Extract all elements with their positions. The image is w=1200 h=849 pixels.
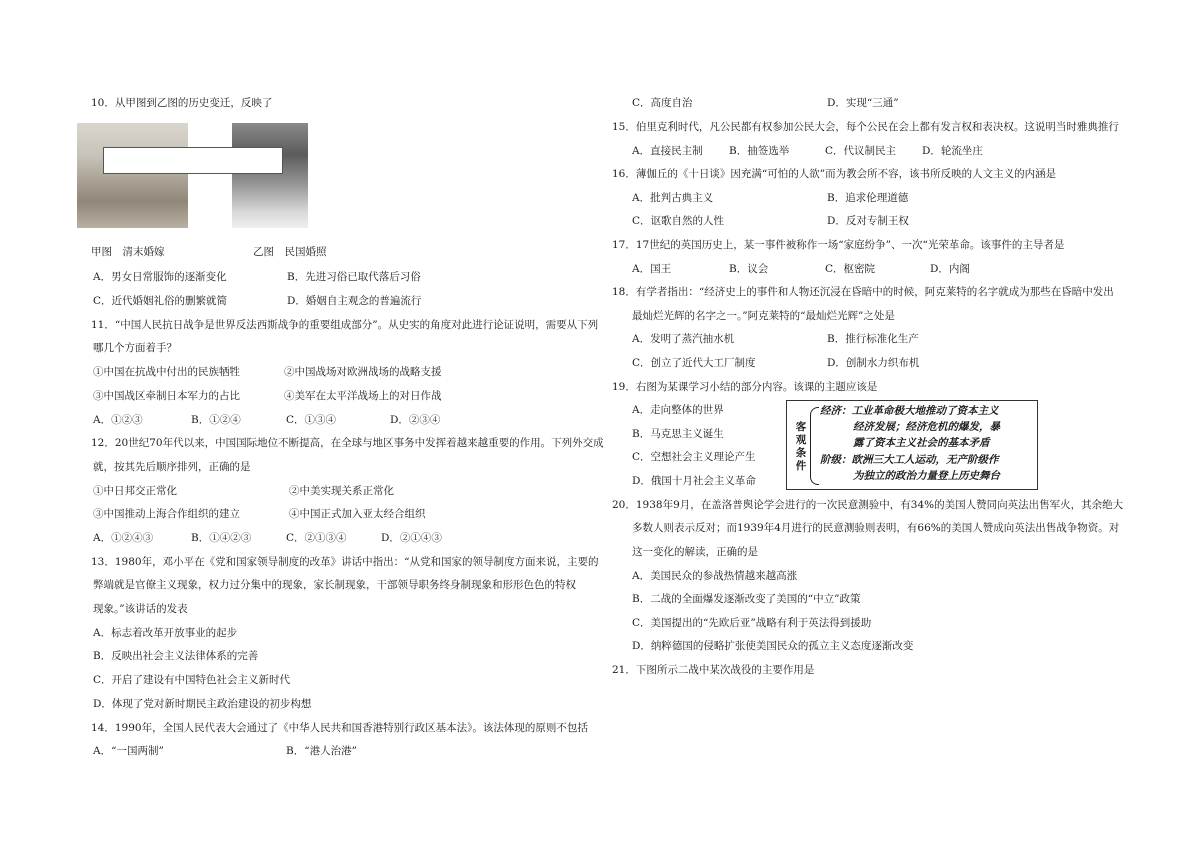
q13-option-a: A．标志着改革开放事业的起步	[93, 627, 238, 639]
q15-stem: 15．伯里克利时代，凡公民都有权参加公民大会，每个公民在会上都有发言权和表决权。这说明当时雅典推行	[612, 121, 1119, 133]
q11-stem-1: 11．“中国人民抗日战争是世界反法西斯战争的重要组成部分”。从史实的角度对此进行论证说明，需要从下列	[91, 319, 599, 331]
q13-stem-2: 弊端就是官僚主义现象，权力过分集中的现象，家长制现象，干部领导职务终身制现象和形形色色的特权	[93, 579, 576, 591]
q11-item-1: ①中国在抗战中付出的民族牺牲	[93, 366, 240, 378]
q10-caption-right: 乙图 民国婚照	[253, 246, 327, 258]
q20-option-a: A．美国民众的参战热情越来越高涨	[632, 570, 798, 582]
figure-line-3: 露了资本主义社会的基本矛盾	[853, 437, 990, 449]
q15-option-c: C．代议制民主	[825, 145, 897, 157]
q14-option-a: A．“一国两制”	[93, 745, 164, 757]
q20-option-c: C．美国提出的“先欧后亚”战略有利于英法得到援助	[632, 617, 872, 629]
q14-option-d: D．实现“三通”	[827, 97, 899, 109]
figure-line-2: 经济发展；经济危机的爆发，暴	[853, 421, 1000, 433]
q14-option-b: B．“港人治港”	[286, 745, 357, 757]
q12-item-3: ③中国推动上海合作组织的建立	[93, 508, 240, 520]
q19-stem: 19．右图为某课学习小结的部分内容。该课的主题应该是	[612, 381, 878, 393]
photo-qing-wedding	[77, 123, 188, 228]
q14-option-c: C．高度自治	[632, 97, 693, 109]
q13-stem-3: 现象。”该讲话的发表	[93, 603, 188, 615]
q19-option-b: B．马克思主义诞生	[632, 428, 724, 440]
q10-option-a: A．男女日常服饰的逐渐变化	[93, 271, 227, 283]
q13-option-d: D．体现了党对新时期民主政治建设的初步构想	[93, 698, 312, 710]
q10-stem: 10．从甲图到乙图的历史变迁，反映了	[91, 97, 273, 109]
q14-stem: 14．1990年，全国人民代表大会通过了《中华人民共和国香港特别行政区基本法》。该法体现的原则不包括	[91, 722, 588, 734]
q10-option-b: B．先进习俗已取代落后习俗	[287, 271, 421, 283]
q16-option-d: D．反对专制王权	[827, 215, 909, 227]
q11-stem-2: 哪几个方面着手？	[93, 342, 177, 354]
q16-option-a: A．批判古典主义	[632, 192, 714, 204]
q10-option-c: C．近代婚姻礼俗的删繁就简	[93, 295, 228, 307]
q16-option-b: B．追求伦理道德	[827, 192, 909, 204]
q17-stem: 17．17世纪的英国历史上，某一事件被称作一场“家庭纷争”、一次“光荣革命。该事件的主导者是	[612, 239, 1065, 251]
figure-line-5: 为独立的政治力量登上历史舞台	[853, 470, 1000, 482]
figure-line-4: 阶级：欧洲三大工人运动，无产阶级作	[820, 454, 999, 466]
q18-option-a: A．发明了蒸汽抽水机	[632, 333, 735, 345]
q19-option-d: D．俄国十月社会主义革命	[632, 475, 756, 487]
q11-option-b: B．①②④	[191, 414, 241, 426]
q20-option-d: D．纳粹德国的侵略扩张使美国民众的孤立主义态度逐渐改变	[632, 640, 914, 652]
q12-option-d: D．②①④③	[381, 532, 442, 544]
q17-option-b: B．议会	[729, 263, 769, 275]
q18-option-b: B．推行标准化生产	[827, 333, 919, 345]
q11-item-3: ③中国战区牵制日本军力的占比	[93, 390, 240, 402]
q17-option-a: A．国王	[632, 263, 672, 275]
q11-option-a: A．①②③	[93, 414, 143, 426]
q20-stem-1: 20．1938年9月，在盖洛普舆论学会进行的一次民意测验中，有34%的美国人赞同向英法出售军火，其余绝大	[612, 499, 1124, 511]
q18-stem-2: 最灿烂光辉的名字之一。”阿克莱特的“最灿烂光辉”之处是	[632, 310, 895, 322]
q11-option-c: C．①③④	[286, 414, 337, 426]
image-label-blank	[103, 147, 283, 174]
q10-option-d: D．婚姻自主观念的普遍流行	[287, 295, 422, 307]
q17-option-c: C．枢密院	[825, 263, 876, 275]
q16-stem: 16．薄伽丘的《十日谈》因充满“可怕的人欲”而为教会所不容，该书所反映的人文主义的内涵是	[612, 168, 1057, 180]
figure-line-1: 经济：工业革命极大地推动了资本主义	[820, 405, 999, 417]
q20-option-b: B．二战的全面爆发逐渐改变了美国的“中立”政策	[632, 593, 861, 605]
q18-option-c: C．创立了近代大工厂制度	[632, 357, 756, 369]
q12-stem-2: 就，按其先后顺序排列，正确的是	[93, 461, 251, 473]
q13-option-b: B．反映出社会主义法律体系的完善	[93, 650, 259, 662]
q12-item-2: ②中美实现关系正常化	[289, 485, 394, 497]
q15-option-a: A．直接民主制	[632, 145, 703, 157]
q18-option-d: D．创制水力织布机	[827, 357, 920, 369]
q10-caption-left: 甲图 清末婚嫁	[91, 246, 165, 258]
q11-option-d: D．②③④	[390, 414, 441, 426]
q20-stem-2: 多数人则表示反对；而1939年4月进行的民意测验则表明，有66%的美国人赞成向英法出售战争物资。对	[632, 522, 1120, 534]
q11-item-4: ④美军在太平洋战场上的对日作战	[284, 390, 442, 402]
q19-option-c: C．空想社会主义理论产生	[632, 451, 756, 463]
q12-item-1: ①中日邦交正常化	[93, 485, 177, 497]
figure-vertical-label: 客观条件	[795, 421, 807, 472]
q13-stem-1: 13．1980年，邓小平在《党和国家领导制度的改革》讲话中指出：“从党和国家的领导制度方面来说，主要的	[91, 556, 599, 568]
q15-option-d: D．轮流坐庄	[922, 145, 983, 157]
q12-stem-1: 12．20世纪70年代以来，中国国际地位不断提高，在全球与地区事务中发挥着越来越重要的作用。下列外交成	[91, 437, 604, 449]
q12-option-c: C．②①③④	[286, 532, 347, 544]
figure-brace	[810, 407, 819, 485]
q19-summary-figure	[786, 400, 1038, 490]
q18-stem-1: 18．有学者指出：“经济史上的事件和人物还沉浸在昏暗中的时候，阿克莱特的名字就成为那些在昏暗中发出	[612, 286, 1114, 298]
q16-option-c: C．讴歌自然的人性	[632, 215, 725, 227]
q19-option-a: A．走向整体的世界	[632, 404, 724, 416]
q17-option-d: D．内阁	[930, 263, 970, 275]
q12-option-b: B．①④②③	[191, 532, 252, 544]
q20-stem-3: 这一变化的解读，正确的是	[632, 546, 758, 558]
q12-option-a: A．①②④③	[93, 532, 154, 544]
q13-option-c: C．开启了建设有中国特色社会主义新时代	[93, 674, 291, 686]
photo-republic-wedding	[232, 123, 308, 228]
q12-item-4: ④中国正式加入亚太经合组织	[289, 508, 426, 520]
q21-stem: 21．下图所示二战中某次战役的主要作用是	[612, 664, 815, 676]
q11-item-2: ②中国战场对欧洲战场的战略支援	[284, 366, 442, 378]
q15-option-b: B．抽签选举	[729, 145, 790, 157]
